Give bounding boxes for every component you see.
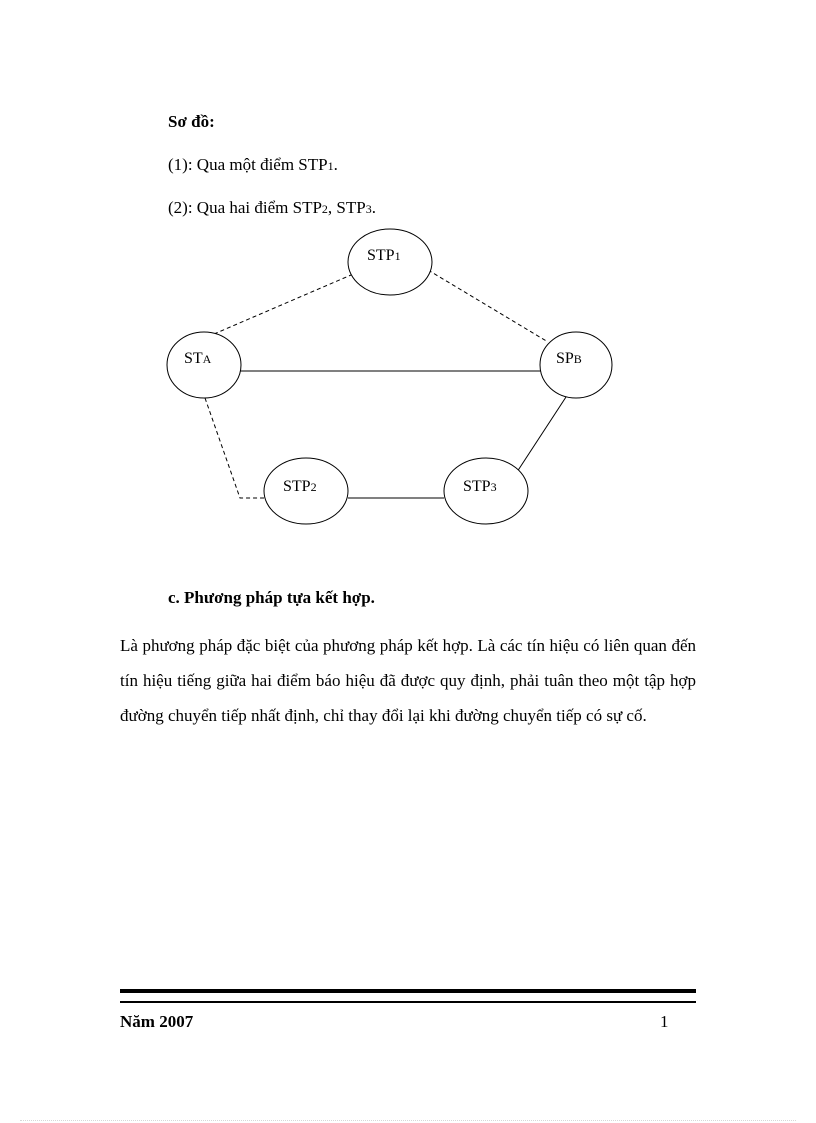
node-sta (167, 332, 241, 398)
footer-year: Năm 2007 (120, 1012, 194, 1031)
node-stp3 (444, 458, 528, 524)
page-edge-divider (20, 1120, 796, 1121)
node-spb (540, 332, 612, 398)
diagram-heading: Sơ đồ: (168, 112, 215, 131)
page-number: 1 (660, 1012, 669, 1031)
footer-rule-thin (120, 1001, 696, 1003)
svg-text:STA: STA (184, 350, 212, 367)
svg-text:SPB: SPB (556, 350, 582, 367)
signaling-network-diagram (0, 0, 816, 560)
link-sta-stp1 (214, 272, 358, 334)
svg-text:STP3: STP3 (463, 478, 497, 495)
svg-text:STP2: STP2 (283, 478, 317, 495)
svg-text:STP1: STP1 (367, 247, 401, 264)
node-stp2 (264, 458, 348, 524)
link-stp1-spb (428, 270, 548, 342)
node-stp1 (348, 229, 432, 295)
route-2-text: (2): Qua hai điểm STP2, STP3. (168, 198, 376, 217)
footer-rule-thick (120, 989, 696, 993)
route-1-text: (1): Qua một điểm STP1. (168, 155, 338, 174)
link-stp3-spb (515, 397, 566, 475)
section-title: c. Phương pháp tựa kết hợp. (168, 588, 375, 607)
body-paragraph: Là phương pháp đặc biệt của phương pháp kết hợp. Là các tín hiệu có liên quan đến tín hiệu tiếng giữa hai điểm báo hiệu đã được quy định, phải tuân theo một tập hợp đường chuyển tiếp nhất định, chỉ thay đổi lại khi đường chuyển tiếp có sự cố. (120, 636, 696, 725)
link-sta-stp2 (205, 398, 264, 498)
